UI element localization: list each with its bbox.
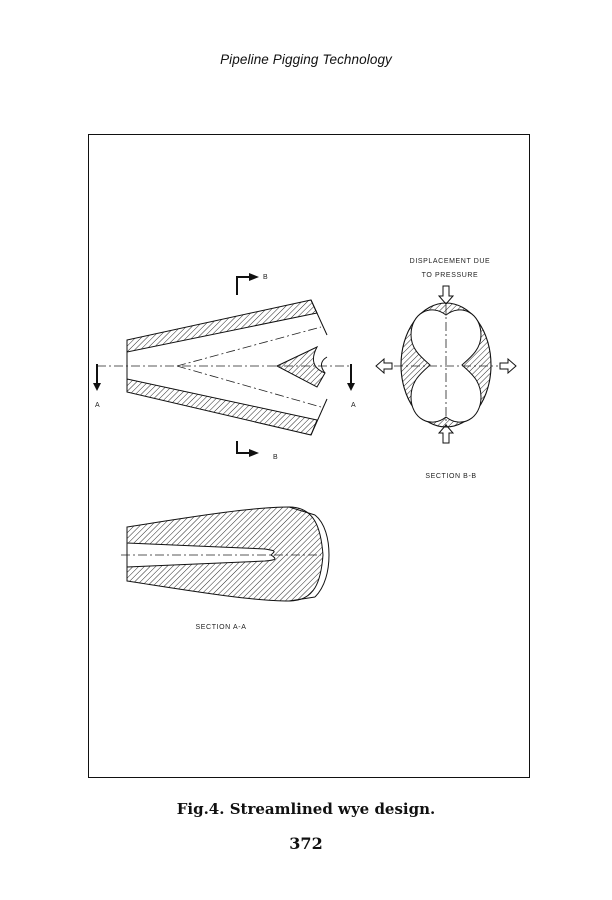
section-a-left-arrow bbox=[93, 383, 101, 391]
displacement-arrow-top bbox=[439, 286, 453, 304]
section-a-right-label: A bbox=[351, 402, 357, 409]
section-a-right-arrow bbox=[347, 383, 355, 391]
figure-frame bbox=[88, 134, 530, 778]
section-aa-label: SECTION A-A bbox=[195, 624, 247, 631]
displacement-arrow-bottom bbox=[439, 425, 453, 443]
wye-crotch-wedge bbox=[277, 347, 325, 387]
section-b-top-marker bbox=[237, 277, 251, 295]
wye-drawing bbox=[89, 135, 531, 779]
running-head: Pipeline Pigging Technology bbox=[220, 52, 392, 67]
section-b-bottom-marker bbox=[237, 441, 251, 453]
section-b-top-label: B bbox=[263, 274, 269, 281]
section-b-bottom-label: B bbox=[273, 454, 279, 461]
section-b-top-arrow bbox=[249, 273, 259, 281]
displacement-label-line2: TO PRESSURE bbox=[421, 272, 479, 279]
wye-upper-wall bbox=[127, 300, 317, 352]
wye-plan-view bbox=[93, 273, 356, 461]
wye-upper-outlet-edge bbox=[311, 300, 327, 335]
section-bb-label: SECTION B-B bbox=[425, 473, 477, 480]
section-aa-view bbox=[121, 507, 329, 631]
figure-caption: Fig.4. Streamlined wye design. bbox=[176, 800, 436, 818]
wye-lower-outlet-edge bbox=[311, 399, 327, 435]
displacement-label-line1: DISPLACEMENT DUE bbox=[409, 258, 491, 265]
section-b-bottom-arrow bbox=[249, 449, 259, 457]
section-bb-view bbox=[376, 258, 516, 480]
section-a-left-label: A bbox=[95, 402, 101, 409]
displacement-arrow-left bbox=[376, 359, 392, 373]
section-aa-wall bbox=[127, 507, 323, 601]
page-number: 372 bbox=[289, 834, 323, 853]
wye-lower-wall bbox=[127, 379, 317, 435]
wye-crotch-curve bbox=[321, 357, 327, 373]
displacement-arrow-right bbox=[500, 359, 516, 373]
